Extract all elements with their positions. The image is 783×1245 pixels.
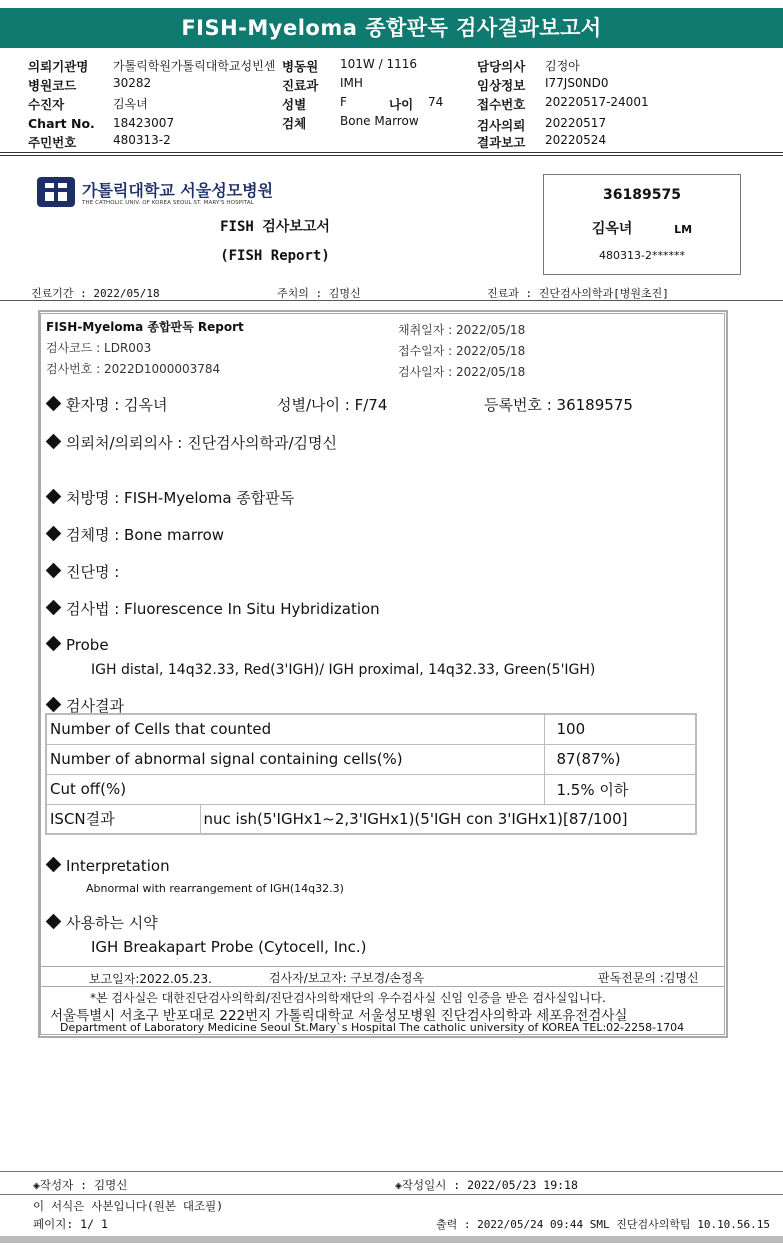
table-row bbox=[46, 804, 696, 834]
chart-no-value: 18423007 bbox=[113, 116, 175, 130]
request-label: 검사의뢰 bbox=[477, 118, 526, 133]
result-table bbox=[45, 713, 697, 835]
report-title: FISH 검사보고서 bbox=[220, 219, 330, 235]
report-date: 보고일자:2022.05.23. bbox=[89, 972, 212, 986]
collected-date: 채취일자 : 2022/05/18 bbox=[398, 323, 526, 337]
received-date: 접수일자 : 2022/05/18 bbox=[398, 344, 526, 358]
diamond-bullet-icon bbox=[46, 489, 62, 505]
clinical-info-label: 임상정보 bbox=[477, 78, 526, 93]
iscn-value: nuc ish(5'IGHx1~2,3'IGHx1)(5'IGH con 3'IGHx1)[87/100] bbox=[200, 804, 696, 834]
prescription-line: 처방명 : FISH-Myeloma 종합판독 bbox=[48, 487, 294, 508]
institution-label: 의뢰기관명 bbox=[28, 59, 89, 74]
sex-age-line: 성별/나이 : F/74 bbox=[277, 396, 388, 414]
diamond-bullet-icon bbox=[46, 914, 62, 930]
visit-divider bbox=[0, 300, 783, 301]
report-value: 20220524 bbox=[545, 133, 607, 147]
written-date: ◈작성일시 : 2022/05/23 19:18 bbox=[395, 1178, 578, 1192]
specimen-value: Bone Marrow bbox=[340, 114, 419, 128]
hospital-emblem-icon bbox=[36, 176, 76, 208]
interpretation-value: Abnormal with rearrangement of IGH(14q32.3) bbox=[86, 882, 344, 895]
receipt-no-value: 20220517-24001 bbox=[545, 95, 649, 109]
diamond-bullet-icon bbox=[46, 434, 62, 450]
dept-value: IMH bbox=[340, 76, 363, 90]
requester-line: 의뢰처/의뢰의사 : 진단검사의학과/김명신 bbox=[48, 432, 337, 453]
sign-divider bbox=[41, 966, 724, 967]
sex-label: 성별 bbox=[282, 97, 307, 112]
request-value: 20220517 bbox=[545, 116, 607, 130]
header-divider-2 bbox=[0, 155, 783, 156]
cutoff-value: 1.5% 이하 bbox=[544, 774, 696, 804]
chart-no-label: Chart No. bbox=[28, 116, 95, 131]
printed-info: 출력 : 2022/05/24 09:44 SML 진단검사의학팀 10.10.56.15 bbox=[436, 1218, 771, 1231]
hospital-code-value: 30282 bbox=[113, 76, 152, 90]
visit-dept: 진료과 : 진단검사의학과[병원초진] bbox=[487, 287, 669, 300]
page-number: 페이지: 1/ 1 bbox=[33, 1217, 108, 1231]
lab-address: 서울특별시 서초구 반포대로 222번지 가톨릭대학교 서울성모병원 진단검사의학과 세포유전검사실 bbox=[50, 1008, 628, 1024]
probe-value: IGH distal, 14q32.33, Red(3'IGH)/ IGH proximal, 14q32.33, Green(5'IGH) bbox=[91, 662, 596, 678]
diamond-bullet-icon bbox=[46, 563, 62, 579]
iscn-label: ISCN결과 bbox=[46, 804, 200, 834]
report-title-en: (FISH Report) bbox=[220, 248, 330, 264]
bottom-bar bbox=[0, 1236, 783, 1243]
id-name: 김옥녀 bbox=[591, 221, 633, 237]
accreditation-note: *본 검사실은 대한진단검사의학회/진단검사의학재단의 우수검사실 신임 인증을 받은 검사실입니다. bbox=[90, 991, 606, 1005]
test-number: 검사번호 : 2022D1000003784 bbox=[46, 362, 221, 376]
visit-period: 진료기간 : 2022/05/18 bbox=[31, 287, 160, 300]
patient-label: 수진자 bbox=[28, 97, 65, 112]
method-line: 검사법 : Fluorescence In Situ Hybridization bbox=[48, 598, 380, 619]
interpretation-heading: Interpretation bbox=[48, 857, 170, 875]
diamond-bullet-icon bbox=[46, 636, 62, 652]
patient-id-box bbox=[543, 174, 741, 275]
hospital-name: 가톨릭대학교 서울성모병원 bbox=[82, 181, 274, 200]
cells-counted-label: Number of Cells that counted bbox=[46, 714, 544, 744]
receipt-no-label: 접수번호 bbox=[477, 97, 526, 112]
abnormal-value: 87(87%) bbox=[544, 744, 696, 774]
ward-label: 병동원 bbox=[282, 59, 319, 74]
patient-value: 김옥녀 bbox=[113, 97, 148, 111]
diamond-bullet-icon bbox=[46, 396, 62, 412]
writer: ◈작성자 : 김명신 bbox=[33, 1178, 128, 1192]
table-row bbox=[46, 744, 696, 774]
diamond-bullet-icon bbox=[46, 600, 62, 616]
specialist: 판독전문의 :김명신 bbox=[598, 971, 699, 985]
age-label: 나이 bbox=[389, 97, 414, 112]
institution-value: 가톨릭학원가톨릭대학교성빈센 bbox=[113, 59, 276, 73]
dept-label: 진료과 bbox=[282, 78, 319, 93]
reagent-heading: 사용하는 시약 bbox=[48, 912, 158, 933]
sex-value: F bbox=[340, 95, 347, 109]
reagent-value: IGH Breakapart Probe (Cytocell, Inc.) bbox=[91, 938, 367, 956]
diamond-bullet-icon bbox=[46, 526, 62, 542]
table-row bbox=[46, 714, 696, 744]
lab-address-en: Department of Laboratory Medicine Seoul St.Mary`s Hospital The catholic university of KOREA TEL:02-2258-1704 bbox=[60, 1021, 685, 1034]
sign-divider-2 bbox=[41, 986, 724, 987]
hospital-logo bbox=[36, 176, 296, 212]
copy-note: 이 서식은 사본입니다(원본 대조필) bbox=[33, 1199, 224, 1213]
doctor-label: 담당의사 bbox=[477, 59, 526, 74]
cutoff-label: Cut off(%) bbox=[46, 774, 544, 804]
tested-date: 검사일자 : 2022/05/18 bbox=[398, 365, 526, 379]
ward-value: 101W / 1116 bbox=[340, 57, 417, 71]
document-title: FISH-Myeloma 종합판독 검사결과보고서 bbox=[0, 8, 783, 48]
diagnosis-line: 진단명 : bbox=[48, 561, 119, 582]
footer-divider bbox=[0, 1171, 783, 1172]
cells-counted-value: 100 bbox=[544, 714, 696, 744]
abnormal-label: Number of abnormal signal containing cells(%) bbox=[46, 744, 544, 774]
rrn-value: 480313-2 bbox=[113, 133, 171, 147]
patient-name-line: 환자명 : 김옥녀 bbox=[48, 394, 168, 415]
report-label: 결과보고 bbox=[477, 135, 526, 150]
probe-heading: Probe bbox=[48, 636, 109, 654]
specimen-line: 검체명 : Bone marrow bbox=[48, 524, 224, 545]
diamond-bullet-icon bbox=[46, 857, 62, 873]
rrn-label: 주민번호 bbox=[28, 135, 77, 150]
age-value: 74 bbox=[428, 95, 444, 109]
hospital-code-label: 병원코드 bbox=[28, 78, 77, 93]
id-rrn: 480313-2****** bbox=[599, 249, 685, 262]
report-heading: FISH-Myeloma 종합판독 Report bbox=[46, 320, 244, 334]
table-row bbox=[46, 774, 696, 804]
id-name-line bbox=[544, 218, 740, 238]
hospital-name-en: THE CATHOLIC UNIV. OF KOREA SEOUL ST. MARY'S HOSPITAL bbox=[82, 200, 254, 206]
visit-physician: 주치의 : 김명신 bbox=[277, 287, 361, 300]
result-heading: 검사결과 bbox=[48, 695, 124, 716]
id-sexcode: LM bbox=[674, 223, 693, 236]
tester: 검사자/보고자: 구보경/손정옥 bbox=[269, 971, 425, 985]
header-divider bbox=[0, 152, 783, 153]
doctor-value: 김정아 bbox=[545, 59, 580, 73]
diamond-bullet-icon bbox=[46, 697, 62, 713]
footer-divider-2 bbox=[0, 1194, 783, 1195]
reg-no-line: 등록번호 : 36189575 bbox=[484, 396, 633, 414]
test-code: 검사코드 : LDR003 bbox=[46, 341, 152, 355]
clinical-info-value: I77JS0ND0 bbox=[545, 76, 609, 90]
id-reg-no: 36189575 bbox=[603, 187, 681, 203]
specimen-label: 검체 bbox=[282, 116, 307, 131]
